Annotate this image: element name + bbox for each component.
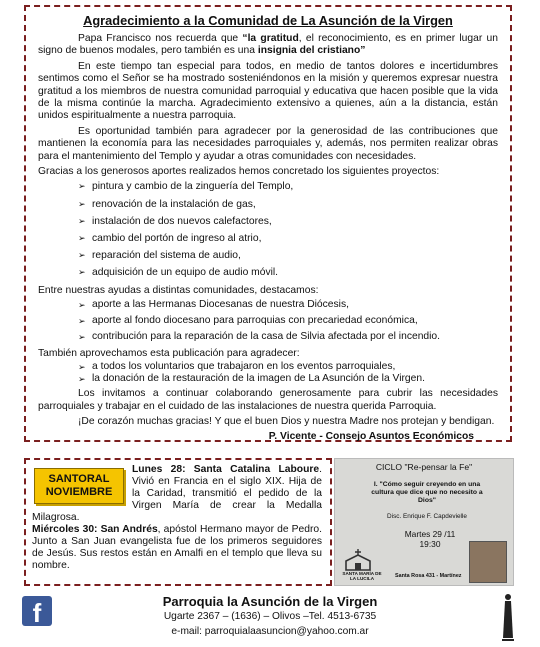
flyer-speaker: Disc. Enrique F. Capdevielle bbox=[387, 513, 467, 520]
facebook-icon[interactable]: f bbox=[22, 596, 52, 626]
flyer-address: Santa Rosa 431 - Martínez bbox=[395, 573, 462, 579]
letter-title: Agradecimiento a la Comunidad de La Asunción de la Virgen bbox=[83, 13, 453, 28]
list-item: ➢ aporte a las Hermanas Diocesanas de nuestra Diócesis, bbox=[78, 297, 498, 313]
flyer-quote: I. "Cómo seguir creyendo en una cultura que dice que no necesito a Dios" bbox=[371, 481, 483, 504]
letter-signature: P. Vicente - Consejo Asuntos Económicos bbox=[268, 430, 474, 442]
saint-entry-2: Miércoles 30: San Andrés, apóstol Hermano mayor de Pedro. Junto a San Juan evangelista fue de los primeros seguidores de Jesús. Sus restos están en Amalfi en el templo que lleva su nombre. bbox=[32, 524, 322, 571]
virgin-figure-icon bbox=[501, 592, 515, 642]
letter-paragraph-closing: ¡De corazón muchas gracias! Y que el buen Dios y nuestra Madre nos protejan y bendigan. bbox=[78, 416, 495, 428]
list-item: ➢ reparación del sistema de audio, bbox=[78, 247, 498, 264]
thanks-intro: También aprovechamos esta publicación para agradecer: bbox=[38, 348, 300, 360]
footer bbox=[0, 590, 540, 647]
list-item: ➢ pintura y cambio de la zinguería del Templo, bbox=[78, 178, 498, 195]
parish-email[interactable]: e-mail: parroquialaasuncion@yahoo.com.ar bbox=[171, 626, 369, 637]
thanks-letter-box bbox=[24, 5, 512, 442]
parish-name: Parroquia la Asunción de la Virgen bbox=[162, 594, 378, 609]
thanks-list bbox=[38, 361, 498, 386]
letter-paragraph-3: Es oportunidad también para agradecer por la generosidad de las contribuciones que mantienen la economía para las necesidades parroquiales y, además, nos permiten realizar obras para el mantenimiento del Templo y ayudar a otras comunidades con necesidades. bbox=[38, 125, 498, 162]
list-item: ➢ contribución para la reparación de la casa de Silvia afectada por el incendio. bbox=[78, 329, 498, 345]
list-item: ➢ adquisición de un equipo de audio móvil. bbox=[78, 264, 498, 281]
list-item: ➢ renovación de la instalación de gas, bbox=[78, 196, 498, 213]
list-item: ➢ la donación de la restauración de la imagen de La Asunción de la Virgen. bbox=[78, 373, 498, 385]
projects-list bbox=[38, 178, 498, 281]
letter-paragraph-2: En este tiempo tan especial para todos, en medio de tantos dolores e incertidumbres sentimos como el Señor se ha mostrado sosteniéndonos en la misión y queremos expresar nuestra gratitud a los miembros de nuestra comunidad parroquial y educativa que hacen posible que la vida de la misma continúe la marcha. Agradecimiento extensivo a quienes, aún a la distancia, están unidos espiritualmente a nuestra parroquia. bbox=[38, 60, 498, 122]
santoral-badge: SANTORAL NOVIEMBRE bbox=[34, 468, 124, 504]
list-item: ➢ cambio del portón de ingreso al atrio, bbox=[78, 230, 498, 247]
list-item: ➢ instalación de dos nuevos calefactores, bbox=[78, 213, 498, 230]
list-item: ➢ aporte al fondo diocesano para parroquias con precariedad económica, bbox=[78, 313, 498, 329]
letter-paragraph-invite: Los invitamos a continuar colaborando generosamente para cubrir las necesidades parroquiales y trabajar en el cuidado de las instalaciones de nuestra querida Parroquia. bbox=[38, 388, 498, 412]
letter-paragraph-1: Papa Francisco nos recuerda que “la gratitud, el reconocimiento, es en primer lugar un signo de buenos modales, pero también es una insignia del cristiano” bbox=[38, 33, 499, 57]
flyer-title: CICLO "Re-pensar la Fe" bbox=[375, 462, 473, 472]
speaker-photo bbox=[469, 541, 507, 583]
flyer-date: Martes 29 /11 19:30 bbox=[404, 529, 456, 549]
list-item: ➢ a todos los voluntarios que trabajaron en los eventos parroquiales, bbox=[78, 361, 498, 373]
aids-list bbox=[38, 297, 498, 345]
projects-intro: Gracias a los generosos aportes realizados hemos concretado los siguientes proyectos: bbox=[38, 166, 440, 178]
parish-address: Ugarte 2367 – (1636) – Olivos –Tel. 4513-6735 bbox=[163, 611, 377, 622]
church-icon bbox=[343, 549, 373, 571]
aids-intro: Entre nuestras ayudas a distintas comunidades, destacamos: bbox=[38, 284, 319, 296]
saints-box bbox=[24, 458, 332, 586]
saint-entry-1: Lunes 28: Santa Catalina Laboure. Vivió en Francia en el siglo XIX. Hija de la Caridad, transmitió el pedido de la Virgen María de crear la Medalla Milagrosa. bbox=[32, 464, 322, 523]
church-name: SANTA MARÍA DE LA LUCILA bbox=[342, 571, 382, 581]
event-flyer bbox=[334, 458, 514, 586]
